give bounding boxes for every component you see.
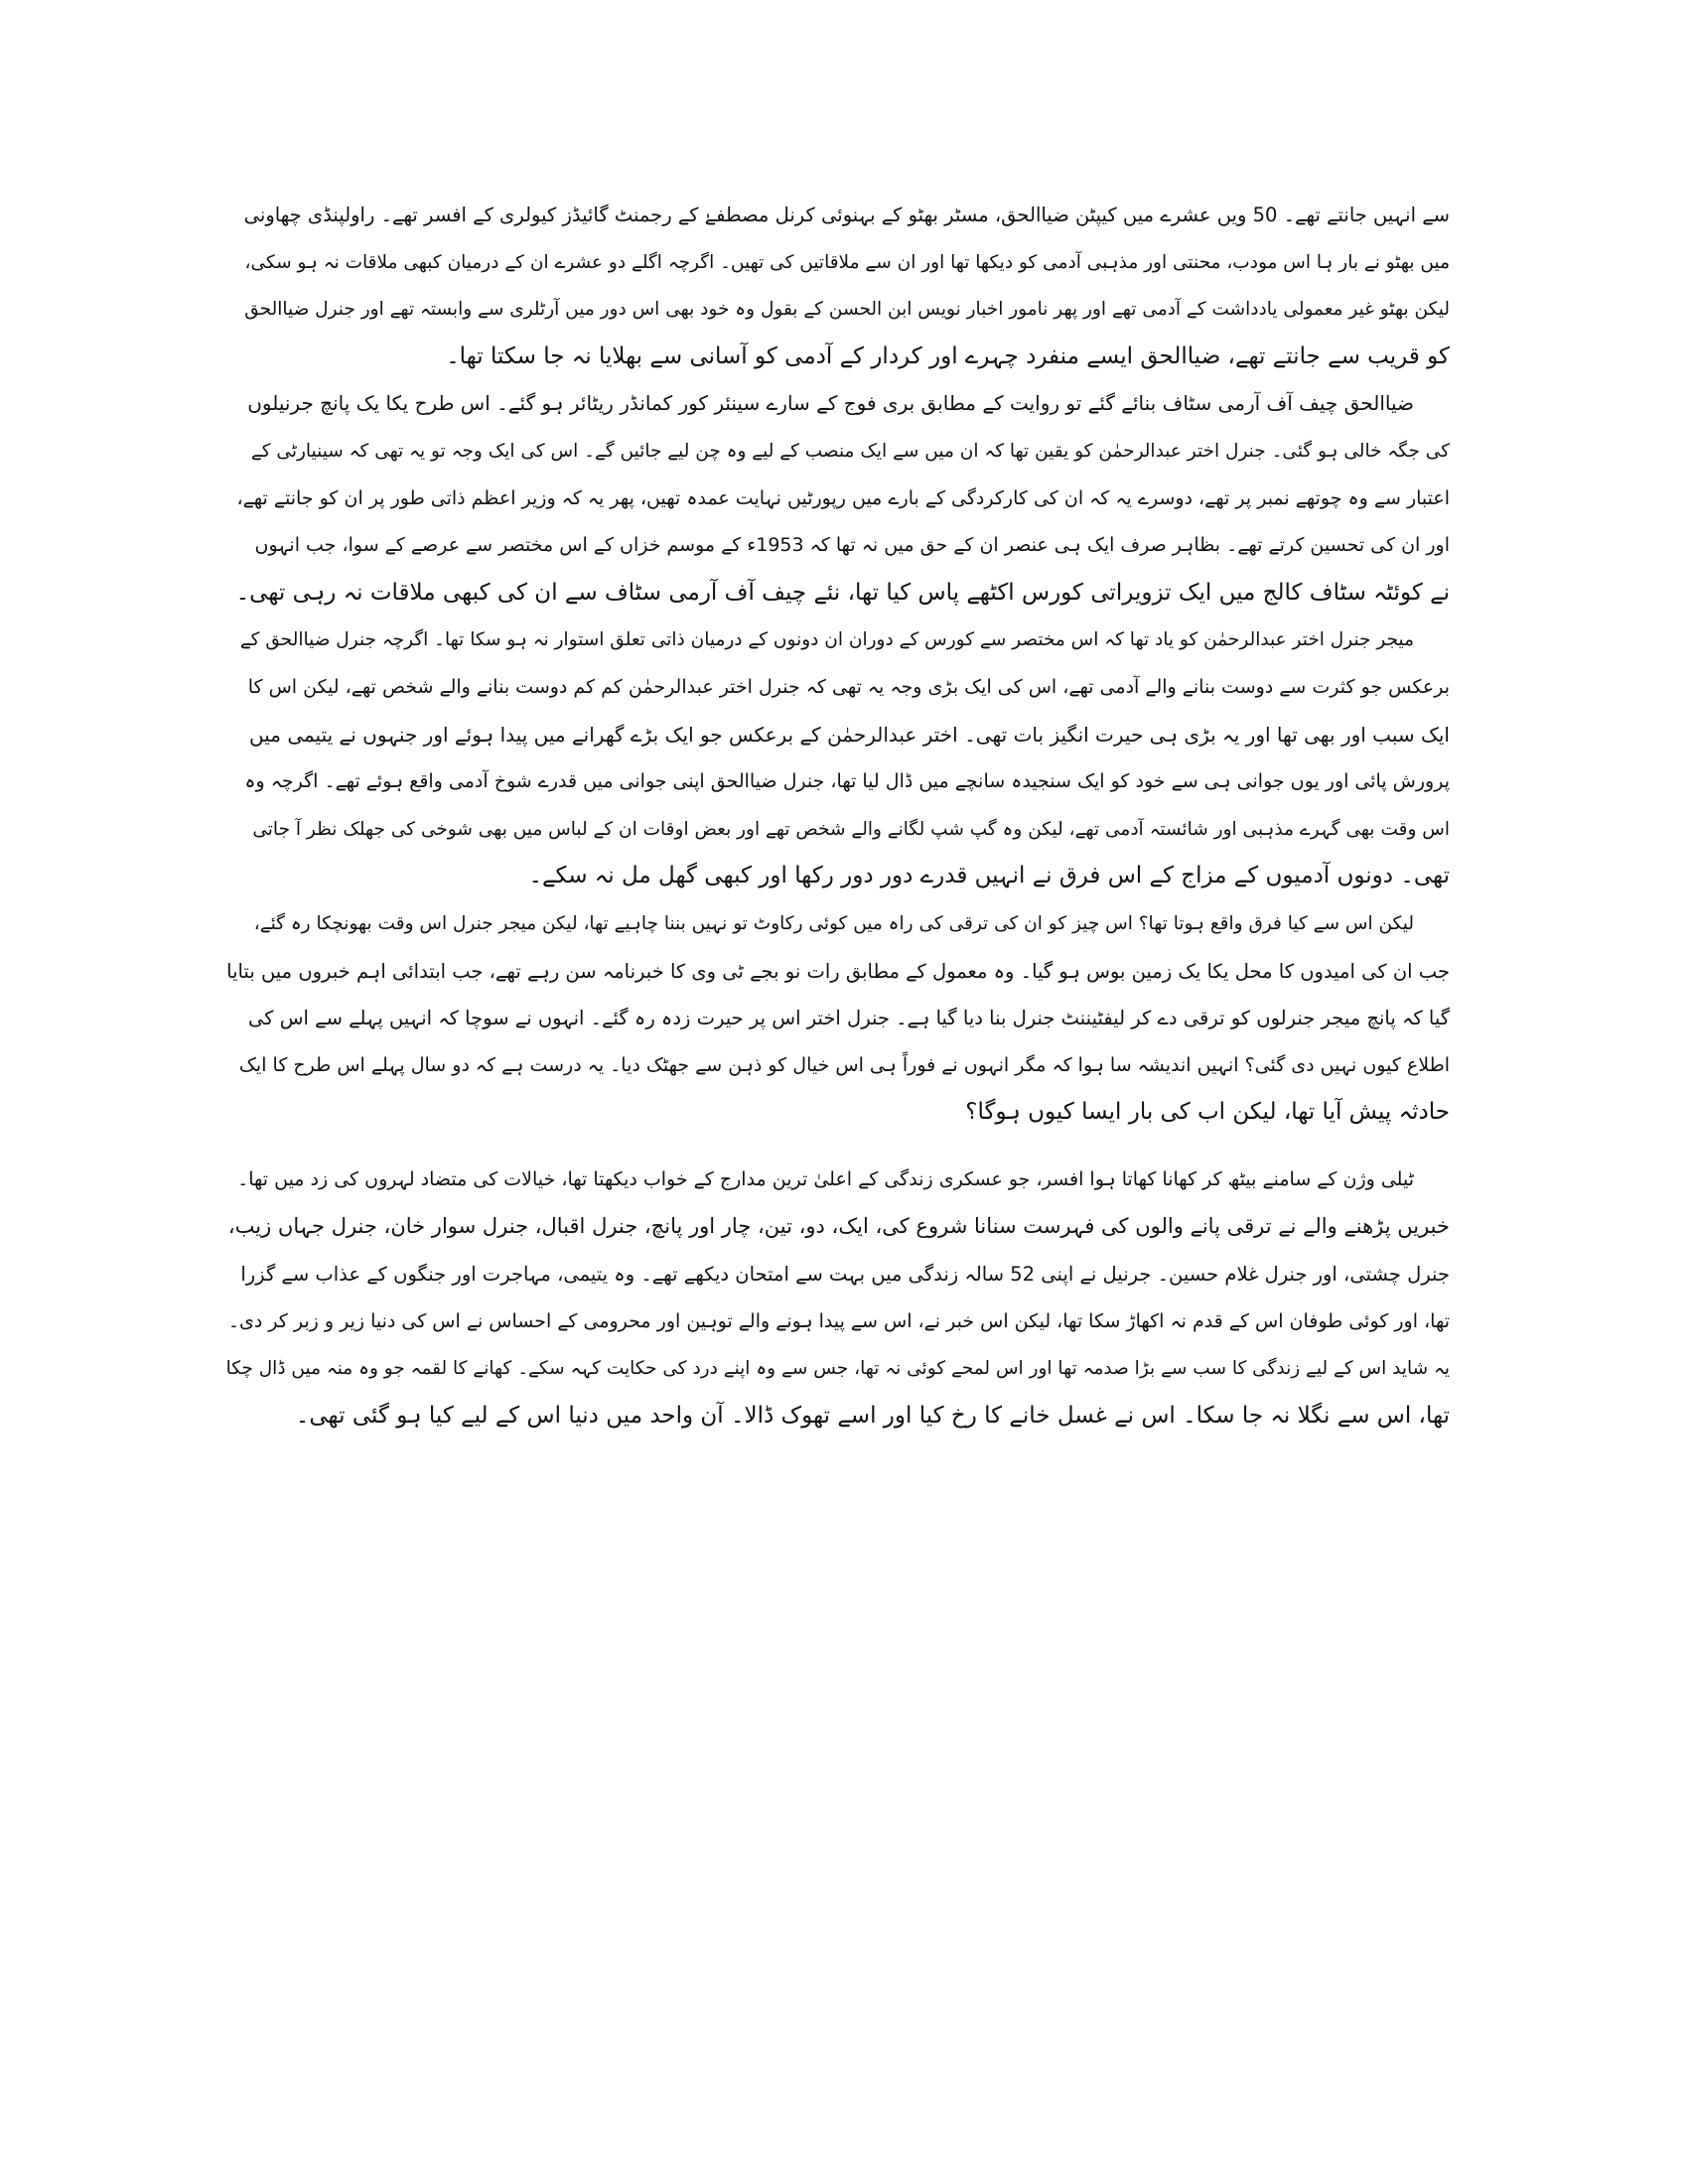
text-line: اطلاع کیوں نہیں دی گئی؟ انہیں اندیشہ سا ہوا کہ مگر انہوں نے فوراً ہی اس خیال کو ذہن سے جھٹک دیا۔ یہ درست ہے کہ دو سال پہلے اس طرح کا ایک	[238, 1053, 1450, 1076]
text-line: ضیاالحق چیف آف آرمی سٹاف بنائے گئے تو روایت کے مطابق بری فوج کے سارے سینئر کور کمانڈر ریٹائر ہو گئے۔ اس طرح یکا یک پانچ جرنیلوں	[247, 391, 1414, 416]
text-line: تھی۔ دونوں آدمیوں کے مزاج کے اس فرق نے انہیں قدرے دور دور رکھا اور کبھی گھل مل نہ سکے۔	[528, 863, 1450, 889]
paragraph-5	[226, 1157, 1450, 1440]
paragraph-spacer	[226, 1137, 1450, 1157]
text-line: میجر جنرل اختر عبدالرحمٰن کو یاد تھا کہ اس مختصر سے کورس کے دوران ان دونوں کے درمیان ذاتی تعلق استوار نہ ہو سکا تھا۔ اگرچہ جنرل ضیاالحق کے	[239, 629, 1414, 651]
text-line: لیکن بھٹو غیر معمولی یادداشت کے آدمی تھے اور پھر نامور اخبار نویس ابن الحسن کے بقول وہ خود بھی اس دور میں آرٹلری سے وابستہ تھے اور جنرل ضیاالحق	[244, 299, 1450, 321]
text-line: تھا، اس سے نگلا نہ جا سکا۔ اس نے غسل خانے کا رخ کیا اور اسے تھوک ڈالا۔ آن واحد میں دنیا اس کے لیے کیا ہو گئی تھی۔	[295, 1402, 1450, 1429]
text-line: اعتبار سے وہ چوتھے نمبر پر تھے، دوسرے یہ کہ ان کی کارکردگی کے بارے میں رپورٹیں نہایت عمدہ تھیں، پھر یہ کہ وزیر اعظم ذاتی طور پر ان کو جانتے تھے،	[236, 486, 1450, 509]
text-line: نے کوئٹہ سٹاف کالج میں ایک تزویراتی کورس اکٹھے پاس کیا تھا، نئے چیف آف آرمی سٹاف سے ان کی کبھی ملاقات نہ رہی تھی۔	[235, 579, 1450, 606]
text-line: سے انہیں جانتے تھے۔ 50 ویں عشرے میں کیپٹن ضیاالحق، مسٹر بھٹو کے بہنوئی کرنل مصطفےٰ کے رجمنٹ گائیڈز کیولری کے افسر تھے۔ راولپنڈی چھاونی	[243, 204, 1450, 226]
text-line: اور ان کی تحسین کرتے تھے۔ بظاہر صرف ایک ہی عنصر ان کے حق میں نہ تھا کہ 1953ء کے موسم خزاں کے اس مختصر سے عرصے کے سوا، جب انہوں	[254, 534, 1450, 557]
text-line: خبریں پڑھنے والے نے ترقی پانے والوں کی فہرست سنانا شروع کی، ایک، دو، تین، چار اور پانچ، جنرل اقبال، جنرل سوار خان، جنرل جہاں زیب،	[227, 1214, 1450, 1239]
text-line: گیا کہ پانچ میجر جنرلوں کو ترقی دے کر لیفٹیننٹ جنرل بنا دیا گیا ہے۔ جنرل اختر اس پر حیرت زدہ رہ گئے۔ انہوں نے سوچا کہ انہیں پہلے سے اس کی	[248, 1007, 1450, 1030]
text-line: ٹیلی وژن کے سامنے بیٹھ کر کھانا کھاتا ہوا افسر، جو عسکری زندگی کے اعلیٰ ترین مدارج کے خواب دیکھتا تھا، خیالات کی متضاد لہروں کی زد میں تھا۔	[237, 1167, 1414, 1190]
text-line: جنرل چشتی، اور جنرل غلام حسین۔ جرنیل نے اپنی 52 سالہ زندگی میں بہت سے امتحان دیکھے تھے۔ وہ یتیمی، مہاجرت اور جنگوں کے عذاب سے گزرا	[240, 1263, 1450, 1287]
text-line: یہ شاید اس کے لیے زندگی کا سب سے بڑا صدمہ تھا اور اس لمحے کوئی نہ تھا، جس سے وہ اپنے درد کی حکایت کہہ سکے۔ کھانے کا لقمہ جو وہ منہ میں ڈال چکا	[226, 1358, 1450, 1380]
paragraph-1	[226, 192, 1450, 380]
text-line: اس وقت بھی گہرے مذہبی اور شائستہ آدمی تھے، لیکن وہ گپ شپ لگانے والے شخص تھے اور بعض اوقات ان کے لباس میں بھی شوخی کی جھلک نظر آ جاتی	[252, 818, 1450, 840]
text-line: کی جگہ خالی ہو گئی۔ جنرل اختر عبدالرحمٰن کو یقین تھا کہ ان میں سے ایک منصب کے لیے وہ چن لیے جائیں گے۔ اس کی ایک وجہ تو یہ تھی کہ سینیارٹی کے	[250, 440, 1450, 462]
text-line: میں بھٹو نے بار ہا اس مودب، محنتی اور مذہبی آدمی کو دیکھا تھا اور ان سے ملاقاتیں کی تھیں۔ اگرچہ اگلے دو عشرے ان کے درمیان کبھی ملاقات نہ ہو سکی،	[244, 251, 1450, 273]
paragraph-3	[226, 616, 1450, 900]
text-line: برعکس جو کثرت سے دوست بنانے والے آدمی تھے، اس کی ایک بڑی وجہ یہ تھی کہ جنرل اختر عبدالرحمٰن کم کم دوست بنانے والے شخص تھے، لیکن اس کا	[247, 675, 1450, 698]
text-line: حادثہ پیش آیا تھا، لیکن اب کی بار ایسا کیوں ہوگا؟	[965, 1099, 1450, 1126]
text-line: کو قریب سے جانتے تھے، ضیاالحق ایسے منفرد چہرے اور کردار کے آدمی کو آسانی سے بھلایا نہ جا سکتا تھا۔	[446, 342, 1450, 369]
text-line: پرورش پائی اور یوں جوانی ہی سے خود کو ایک سنجیدہ سانچے میں ڈال لیا تھا، جنرل ضیاالحق اپنی جوانی میں قدرے شوخ آدمی واقع ہوئے تھے۔ اگرچہ وہ	[244, 770, 1450, 793]
text-line: ایک سبب اور بھی تھا اور یہ بڑی ہی حیرت انگیز بات تھی۔ اختر عبدالرحمٰن کے برعکس جو ایک بڑے گھرانے میں پیدا ہوئے اور جنہوں نے یتیمی میں	[248, 722, 1450, 747]
paragraph-2	[226, 380, 1450, 616]
text-line: جب ان کی امیدوں کا محل یکا یک زمین بوس ہو گیا۔ وہ معمول کے مطابق رات نو بجے ٹی وی کا خبرنامہ سن رہے تھے، جب ابتدائی اہم خبروں میں بتایا	[226, 959, 1450, 983]
text-line: تھا، اور کوئی طوفان اس کے قدم نہ اکھاڑ سکا تھا، لیکن اس خبر نے، اس سے پیدا ہونے والے توہین اور محرومی کے احساس نے اس کی دنیا زیر و زبر کر دی۔	[227, 1309, 1450, 1332]
paragraph-4	[226, 900, 1450, 1137]
urdu-text-body	[226, 192, 1450, 1439]
text-line: لیکن اس سے کیا فرق واقع ہوتا تھا؟ اس چیز کو ان کی ترقی کی راہ میں کوئی رکاوٹ تو نہیں بننا چاہیے تھا، لیکن میجر جنرل اس وقت بھونچکا رہ گئے،	[253, 912, 1414, 934]
